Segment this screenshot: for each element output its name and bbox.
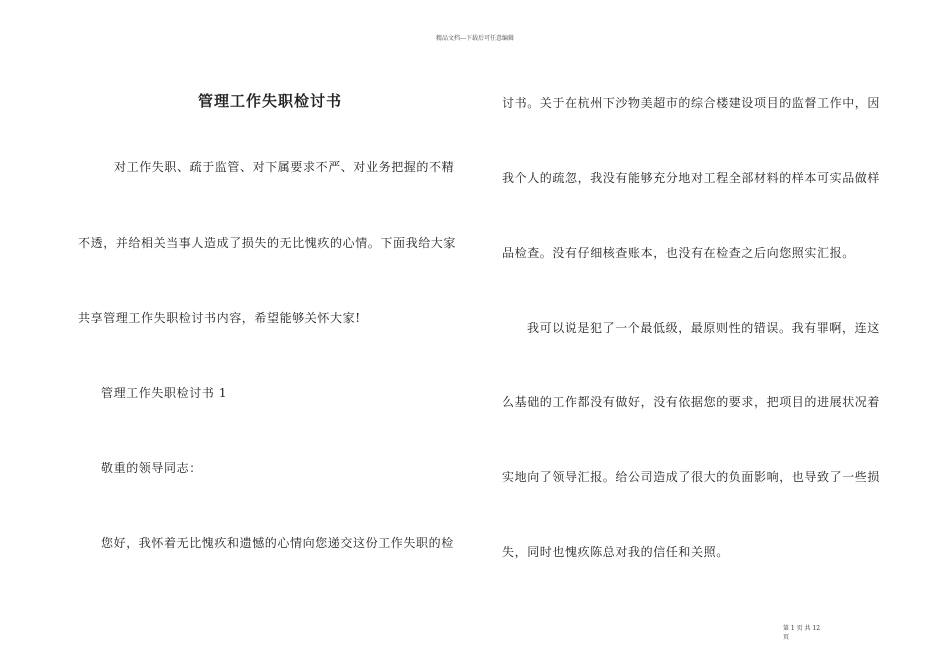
- salutation: 敬重的领导同志：: [101, 461, 202, 475]
- paragraph-line: 我个人的疏忽，我没有能够充分地对工程全部材料的样本可实品做样: [502, 171, 881, 185]
- section-heading: 管理工作失职检讨书 1: [101, 386, 228, 400]
- page-number: [783, 624, 820, 642]
- paragraph-line: 不透，并给相关当事人造成了损失的无比愧疚的心情。下面我给大家: [78, 236, 457, 250]
- paragraph-line: 您好，我怀着无比愧疚和遗憾的心情向您递交这份工作失职的检: [101, 536, 454, 550]
- paragraph-line: 么基础的工作都没有做好，没有依据您的要求，把项目的进展状况着: [502, 395, 881, 409]
- paragraph-line: 对工作失职、疏于监管、对下属要求不严、对业务把握的不精: [114, 160, 455, 174]
- page-header: 精品文档---下载后可任意编辑: [435, 35, 515, 42]
- paragraph-line: 失，同时也愧疚陈总对我的信任和关照。: [502, 545, 729, 559]
- paragraph-line: 讨书。关于在杭州下沙物美超市的综合楼建设项目的监督工作中，因: [502, 96, 881, 110]
- page-number-line: 页: [783, 634, 790, 641]
- paragraph-line: 共享管理工作失职检讨书内容，希望能够关怀大家!: [78, 311, 361, 325]
- paragraph-line: 我可以说是犯了一个最低级，最原则性的错误。我有罪啊，连这: [527, 321, 880, 335]
- paragraph-line: 实地向了领导汇报。给公司造成了很大的负面影响，也导致了一些损: [502, 470, 881, 484]
- page-number-line: 第 1 页 共 12: [783, 625, 821, 632]
- paragraph-line: 品检查。没有仔细核查账本，也没有在检查之后向您照实汇报。: [502, 246, 855, 260]
- document-title: 管理工作失职检讨书: [197, 92, 342, 110]
